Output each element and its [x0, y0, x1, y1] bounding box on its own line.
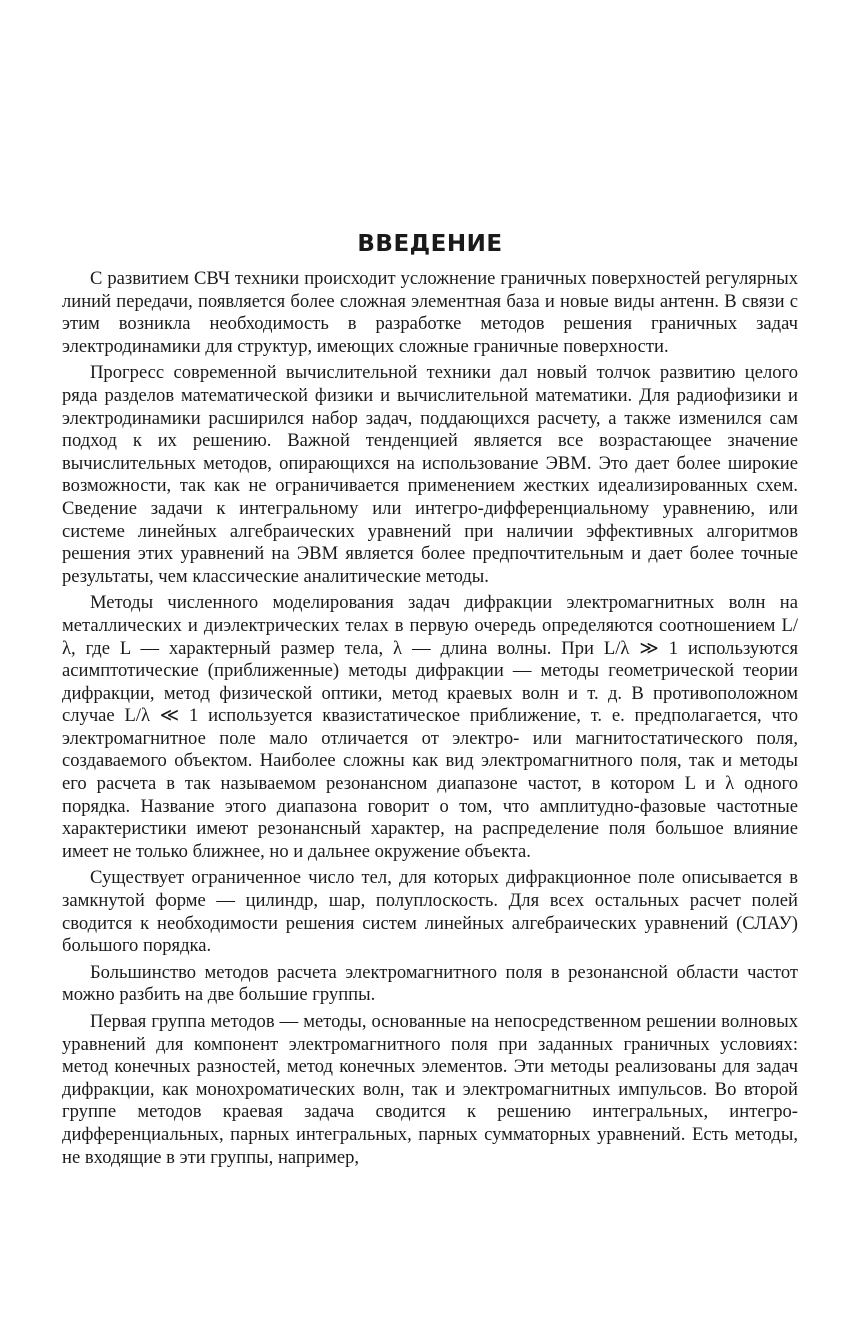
chapter-title: ВВЕДЕНИЕ — [357, 231, 503, 257]
paragraph-5: Большинство методов расчета электромагнитного поля в резонансной области частот можно разбить на две большие группы. — [62, 961, 798, 1006]
paragraph-1: С развитием СВЧ техники происходит усложнение граничных поверхностей регулярных линий передачи, появляется более сложная элементная база и новые виды антенн. В связи с этим возникла необходимость в разработке методов решения граничных задач электродинамики для структур, имеющих сложные граничные поверхности. — [62, 268, 798, 357]
document-page — [62, 228, 798, 1173]
paragraph-2: Прогресс современной вычислительной техники дал новый толчок развитию целого ряда разделов математической физики и вычислительной математики. Для радиофизики и электродинамики расширился набор задач, поддающихся расчету, а также изменился сам подход к их решению. Важной тенденцией является все возрастающее значение вычислительных методов, опирающихся на использование ЭВМ. Это дает более широкие возможности, так как не ограничивается применением жестких идеализированных схем. Сведение задачи к интегральному или интегро-дифференциальному уравнению, или системе линейных алгебраических уравнений при наличии эффективных алгоритмов решения этих уравнений на ЭВМ является более предпочтительным и дает более точные результаты, чем классические аналитические методы. — [62, 362, 798, 587]
paragraph-4: Существует ограниченное число тел, для которых дифракционное поле описывается в замкнутой форме — цилиндр, шар, полуплоскость. Для всех остальных расчет полей сводится к необходимости решения систем линейных алгебраических уравнений (СЛАУ) большого порядка. — [62, 867, 798, 957]
paragraph-6: Первая группа методов — методы, основанные на непосредственном решении волновых уравнений для компонент электромагнитного поля при заданных граничных условиях: метод конечных разностей, метод конечных элементов. Эти методы реализованы для задач дифракции, как монохроматических волн, так и электромагнитных импульсов. Во второй группе методов краевая задача сводится к решению интегральных, интегро-дифференциальных, парных интегральных, парных сумматорных уравнений. Есть методы, не входящие в эти группы, например, — [62, 1011, 798, 1168]
paragraph-3: Методы численного моделирования задач дифракции электромагнитных волн на металлических и диэлектрических телах в первую очередь определяются соотношением L/λ, где L — характерный размер тела, λ — длина волны. При L/λ ≫ 1 используются асимптотические (приближенные) методы дифракции — методы геометрической теории дифракции, метод физической оптики, метод краевых волн и т. д. В противоположном случае L/λ ≪ 1 используется квазистатическое приближение, т. е. предполагается, что электромагнитное поле мало отличается от электро- или магнитостатического поля, создаваемого объектом. Наиболее сложны как вид электромагнитного поля, так и методы его расчета в так называемом резонансном диапазоне частот, в котором L и λ одного порядка. Название этого диапазона говорит о том, что амплитудно-фазовые частотные характеристики имеют резонансный характер, на распределение поля большое влияние имеет не только ближнее, но и дальнее окружение объекта. — [62, 592, 798, 862]
